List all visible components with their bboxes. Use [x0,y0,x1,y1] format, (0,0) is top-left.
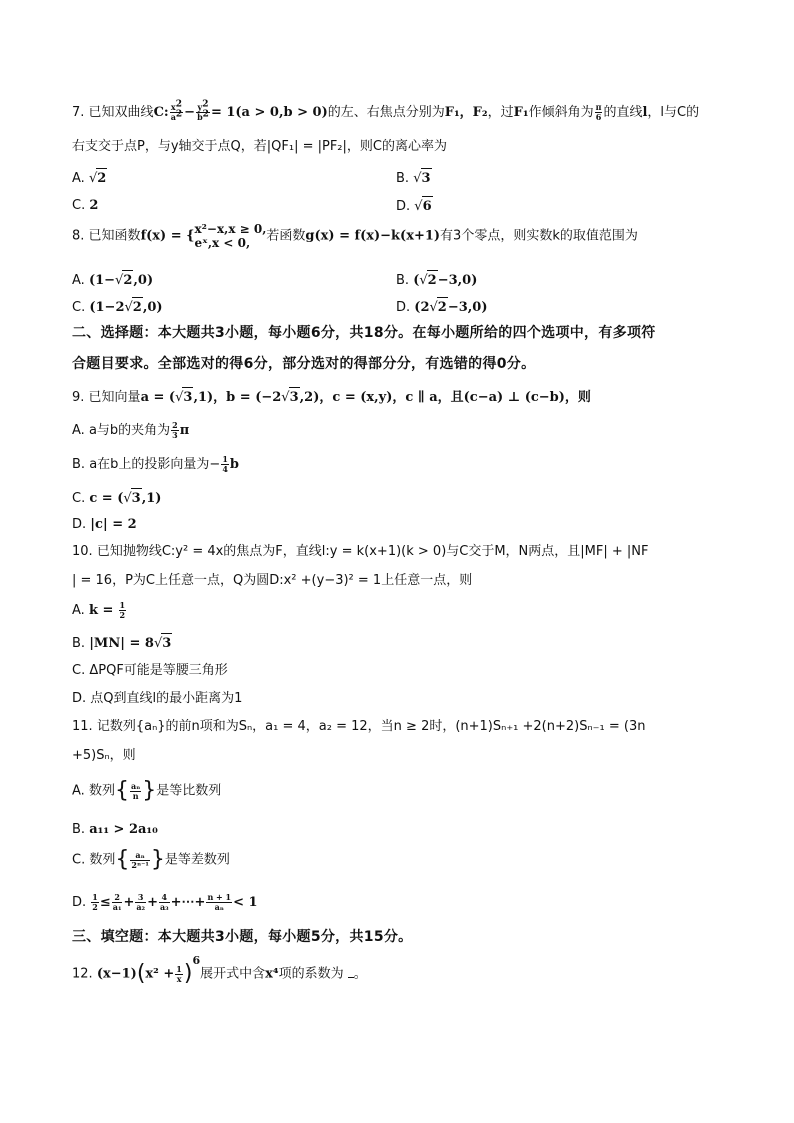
q9-option-c: C. c = (√3,1) [72,488,161,509]
q11-line-1: 11. 记数列{aₙ}的前n项和为Sₙ，a₁ = 4，a₂ = 12，当n ≥ 2时，(n+1)Sₙ₊₁ +2(n+2)Sₙ₋₁ = (3n [72,719,646,734]
q7-frac-pi6: $\frac{\pi}{6}$ [595,102,602,122]
q8-option-b: B. (√2−3,0) [396,270,477,291]
section-2-heading-line-2: 合题目要求。全部选对的得6分，部分选对的得部分分，有选错的得0分。 [72,356,536,372]
q9-line-1: 9. 已知向量a = (√3,1)，b = (−2√3,2)，c = (x,y)，c ∥ a，且(c−a) ⊥ (c−b)，则 [72,387,591,408]
q11-number: 11. [72,719,93,734]
q10-line-1: 10. 已知抛物线C:y² = 4x的焦点为F，直线l:y = k(x+1)(k > 0)与C交于M，N两点，且|MF| + |NF [72,544,649,559]
q9-option-d: D. |c| = 2 [72,517,137,532]
q9-option-b: B. a在b上的投影向量为− $\frac{1}{4}$ b [72,454,239,474]
section-2-heading-line-1: 二、选择题：本大题共3小题，每小题6分，共18分。在每小题所给的四个选项中，有多项符 [72,325,656,341]
q7-option-a: A. √2 [72,168,107,189]
q12-number: 12. [72,966,93,982]
q11-line-2: +5)Sₙ，则 [72,748,136,763]
q8-option-d: D. (2√2−3,0) [396,297,488,318]
q7-option-c: C. 2 [72,198,99,213]
q8-option-a: A. (1−√2,0) [72,270,153,291]
q7-frac-x: $\frac{x^2}{a^2}$ [170,99,183,122]
q11-option-d: D. $\frac{1}{2}$ ≤ $\frac{2}{\text{a₁}}$ + $\frac{3}{\text{a₂}}$ + $\frac{4}{\text{a₃}}$ +⋯+ $\frac{n + 1}{\text{aₙ}}$ < 1 [72,892,258,912]
q10-option-c: C. ΔPQF可能是等腰三角形 [72,663,228,678]
q8-line-1: 8. 已知函数f(x) = { x²−x,x ≥ 0, eˣ,x < 0, 若函数g(x) = f(x)−k(x+1)有3个零点，则实数k的取值范围为 [72,222,638,250]
section-3-heading: 三、填空题：本大题共3小题，每小题5分，共15分。 [72,929,413,945]
q8-number: 8. [72,228,85,244]
q7-number: 7. [72,105,85,120]
q11-option-c: C. 数列{ $\frac{\text{aₙ}}{\text{2ⁿ⁻¹}}$ }是等差数列 [72,847,230,872]
q8-piecewise: x²−x,x ≥ 0, eˣ,x < 0, [194,222,267,250]
q9-option-a: A. a与b的夹角为 $\frac{2}{3}$ π [72,420,190,440]
q7-frac-y: $\frac{y^2}{b^2}$ [197,99,209,122]
q9-number: 9. [72,390,85,405]
q10-line-2: | = 16，P为C上任意一点，Q为圆D:x² +(y−3)² = 1上任意一点，则 [72,573,473,588]
q10-option-b: B. |MN| = 8√3 [72,633,172,654]
q10-number: 10. [72,544,93,559]
q11-option-a: A. 数列{ $\frac{\text{aₙ}}{n}$ }是等比数列 [72,778,222,803]
q7-option-d: D. √6 [396,196,433,217]
q7-line-1: 7. 已知双曲线C: $\frac{x^2}{a^2}$ − $\frac{y^2}{b^2}$ = 1(a > 0,b > 0)的左、右焦点分别为F₁，F₂，过F₁作倾斜角为 $\frac{\pi}{6}$ 的直线l，l与C的 [72,99,700,122]
q12-line-1: 12. (x−1)(x² + $\frac{1}{x}$ )$^6$展开式中含x⁴项的系数为 。 [72,954,367,986]
q11-option-b: B. a₁₁ > 2a₁₀ [72,822,158,837]
q10-option-a: A. k = $\frac{1}{2}$ [72,600,126,620]
q8-option-c: C. (1−2√2,0) [72,297,163,318]
q7-line-2: 右支交于点P，与y轴交于点Q，若|QF₁| = |PF₂|，则C的离心率为 [72,139,447,154]
q10-option-d: D. 点Q到直线l的最小距离为1 [72,691,243,706]
q7-option-b: B. √3 [396,168,432,189]
